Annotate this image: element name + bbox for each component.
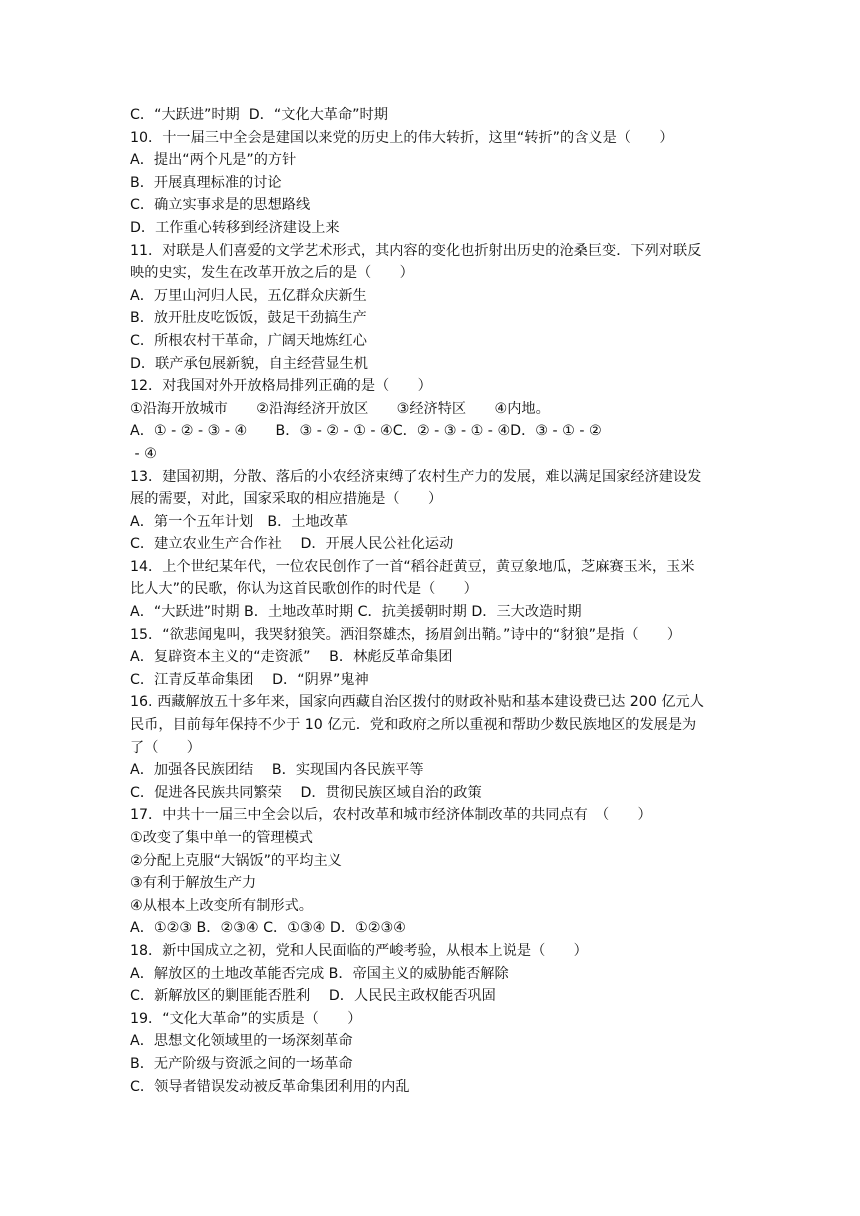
text-line: 15．“欲悲闻鬼叫，我哭豺狼笑。洒泪祭雄杰，扬眉剑出鞘。”诗中的“豺狼”是指（ ） bbox=[130, 626, 682, 643]
text-line: 17．中共十一届三中全会以后，农村改革和城市经济体制改革的共同点有 （ ） bbox=[130, 807, 652, 824]
text-line: ③有利于解放生产力 bbox=[130, 875, 257, 892]
text-line: A．解放区的土地改革能否完成 B．帝国主义的威胁能否解除 bbox=[130, 965, 509, 982]
text-line: 12．对我国对外开放格局排列正确的是（ ） bbox=[130, 378, 432, 395]
text-line: B．放开肚皮吃饭饭，鼓足干劲搞生产 bbox=[130, 310, 367, 327]
text-line: 映的史实，发生在改革开放之后的是（ ） bbox=[130, 265, 414, 282]
text-line: 18．新中国成立之初，党和人民面临的严峻考验，从根本上说是（ ） bbox=[130, 942, 588, 959]
text-line: A．加强各民族团结 B．实现国内各民族平等 bbox=[130, 762, 424, 779]
text-line: C．新解放区的剿匪能否胜利 D．人民民主政权能否巩固 bbox=[130, 988, 496, 1005]
text-line: D．联产承包展新貌，自主经营显生机 bbox=[130, 355, 368, 372]
text-line: 19．“文化大革命”的实质是（ ） bbox=[130, 1010, 362, 1027]
text-line: 11．对联是人们喜爱的文学艺术形式，其内容的变化也折射出历史的沧桑巨变．下列对联反 bbox=[130, 242, 702, 259]
text-line: A．① - ② - ③ - ④ B．③ - ② - ① - ④C．② - ③ - ① - ④D．③ - ① - ② bbox=[130, 423, 602, 440]
text-line: 10．十一届三中全会是建国以来党的历史上的伟大转折，这里“转折”的含义是（ ） bbox=[130, 129, 674, 146]
text-line: 16. 西藏解放五十多年来，国家向西藏自治区拨付的财政补贴和基本建设费已达 200 亿元人 bbox=[130, 694, 704, 711]
text-line: 民币，目前每年保持不少于 10 亿元．党和政府之所以重视和帮助少数民族地区的发展是为 bbox=[130, 717, 697, 734]
text-line: B．开展真理标准的讨论 bbox=[130, 174, 282, 191]
text-line: C．建立农业生产合作社 D．开展人民公社化运动 bbox=[130, 536, 454, 553]
text-line: C．促进各民族共同繁荣 D．贯彻民族区域自治的政策 bbox=[130, 784, 482, 801]
text-line: 比人大”的民歌，你认为这首民歌创作的时代是（ ） bbox=[130, 581, 478, 598]
text-line: A．万里山河归人民，五亿群众庆新生 bbox=[130, 287, 367, 304]
text-line: A．“大跃进”时期 B．土地改革时期 C．抗美援朝时期 D．三大改造时期 bbox=[130, 604, 582, 621]
text-line: ④从根本上改变所有制形式。 bbox=[130, 897, 313, 914]
text-line: C．领导者错误发动被反革命集团利用的内乱 bbox=[130, 1078, 410, 1095]
text-line: C．所根农村干革命，广阔天地炼红心 bbox=[130, 332, 367, 349]
text-line: - ④ bbox=[130, 445, 157, 462]
text-line: ①改变了集中单一的管理模式 bbox=[130, 830, 313, 846]
text-line: A．第一个五年计划 B．土地改革 bbox=[130, 513, 349, 530]
text-line: A．提出“两个凡是”的方针 bbox=[130, 152, 297, 169]
text-line: C．“大跃进”时期 D．“文化大革命”时期 bbox=[130, 107, 388, 123]
text-line: 了（ ） bbox=[130, 739, 201, 756]
text-line: A．复辟资本主义的“走资派” B．林彪反革命集团 bbox=[130, 649, 453, 666]
text-line: D．工作重心转移到经济建设上来 bbox=[130, 219, 340, 236]
text-line: C．江青反革命集团 D．“阴界”鬼神 bbox=[130, 671, 369, 688]
text-line: 13．建国初期，分散、落后的小农经济束缚了农村生产力的发展，难以满足国家经济建设发 bbox=[130, 468, 702, 485]
text-line: 14．上个世纪某年代，一位农民创作了一首“稻谷赶黄豆，黄豆象地瓜，芝麻赛玉米，玉米 bbox=[130, 558, 695, 575]
text-line: C．确立实事求是的思想路线 bbox=[130, 197, 311, 214]
text-line: B．无产阶级与资派之间的一场革命 bbox=[130, 1055, 353, 1072]
text-line: A．①②③ B．②③④ C．①③④ D．①②③④ bbox=[130, 920, 406, 937]
text-line: ①沿海开放城市 ②沿海经济开放区 ③经济特区 ④内地。 bbox=[130, 400, 550, 417]
text-line: 展的需要，对此，国家采取的相应措施是（ ） bbox=[130, 491, 443, 508]
text-line: A．思想文化领域里的一场深刻革命 bbox=[130, 1033, 353, 1050]
text-line: ②分配上克服“大锅饭”的平均主义 bbox=[130, 852, 342, 869]
